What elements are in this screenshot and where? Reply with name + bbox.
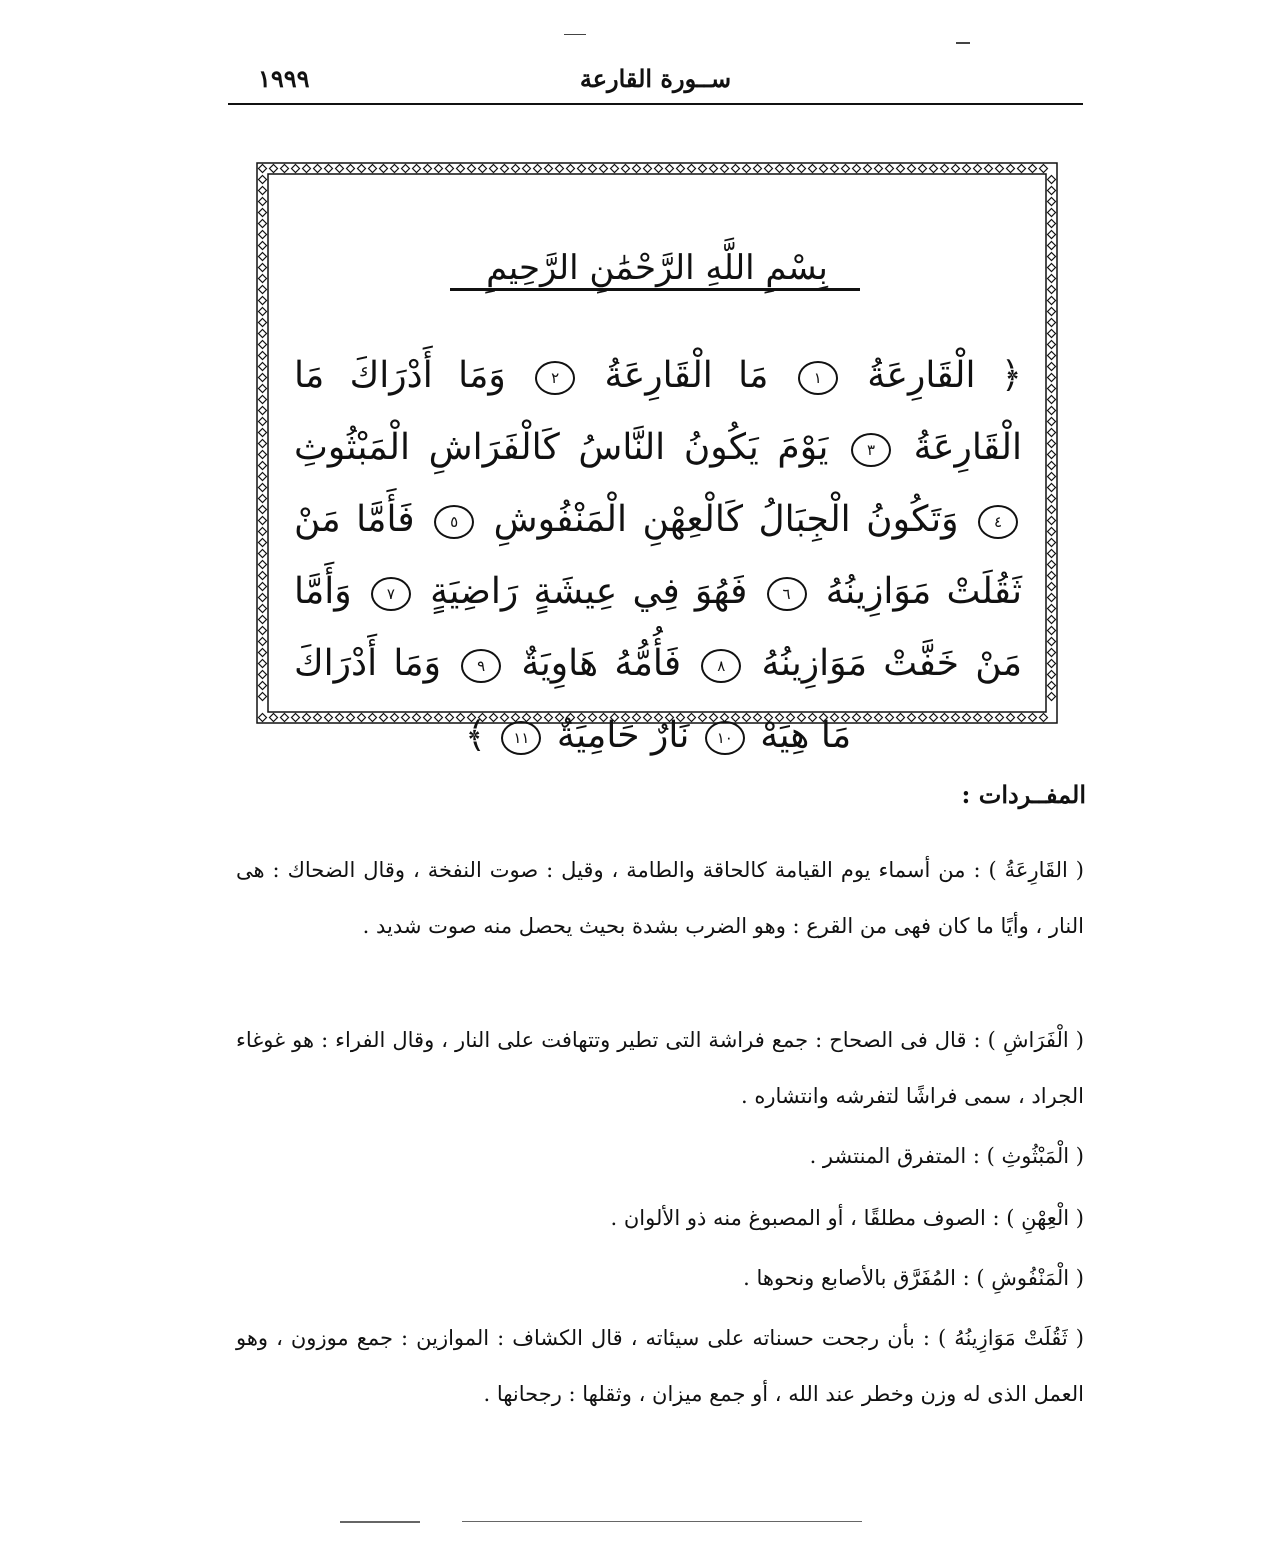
vocab-entry: ( ثَقُلَتْ مَوَازِينُهُ ) : بأن رجحت حسناته على سيئاته ، قال الكشاف : الموازين : جمع موزون ، وهو العمل الذى له وزن وخطر عند الله ، أو جمع ميزان ، وثقلها : رجحانها .	[236, 1326, 1084, 1406]
vocab-entry: ( الْمَنْفُوشِ ) : المُفَرَّق بالأصابع ونحوها .	[743, 1266, 1084, 1290]
verse-number-medallion: ٦	[767, 577, 807, 611]
verse-number-medallion: ١٠	[705, 721, 745, 755]
verse-number-medallion: ٣	[851, 433, 891, 467]
page-header	[228, 60, 1083, 104]
surah-title: ســورة القارعة	[579, 64, 732, 93]
vocab-entry: ( الْفَرَاشِ ) : قال فى الصحاح : جمع فراشة التى تطير وتتهافت على النار ، وقال الفراء : هو غوغاء الجراد ، سمى فراشًا لتفرشه وانتشاره .	[236, 1028, 1084, 1108]
verse-number-medallion: ١	[798, 361, 838, 395]
scan-mark-top	[564, 34, 586, 35]
verse-text: نَارٌ حَامِيَةٌ	[545, 715, 690, 756]
verse-number-medallion: ٤	[978, 505, 1018, 539]
header-rule	[228, 103, 1083, 105]
verse-text: وَأَمَّا مَنْ خَفَّتْ مَوَازِينُهُ	[294, 571, 1022, 684]
verse-text: ﴿ الْقَارِعَةُ	[841, 355, 1022, 396]
verse-text: مَا الْقَارِعَةُ	[579, 355, 769, 396]
verse-text: فَأُمُّهُ هَاوِيَةٌ	[505, 643, 682, 684]
verse-text: فَهُوَ فِي عِيشَةٍ رَاضِيَةٍ	[414, 571, 748, 612]
vocabulary-heading: المفــردات :	[961, 780, 1086, 809]
vocab-entry: ( الْعِهْنِ ) : الصوف مطلقًا ، أو المصبوغ منه ذو الألوان .	[610, 1206, 1084, 1230]
basmala: بِسْمِ اللَّهِ الرَّحْمَٰنِ الرَّحِيمِ	[486, 248, 828, 288]
closing-bracket: ﴾	[464, 715, 486, 756]
verse-text: يَوْمَ يَكُونُ النَّاسُ كَالْفَرَاشِ الْمَبْثُوثِ	[294, 427, 829, 468]
footer-mark-right	[462, 1521, 862, 1522]
verse-number-medallion: ٩	[461, 649, 501, 683]
verse-number-medallion: ٨	[701, 649, 741, 683]
verse-text: وَمَا أَدْرَاكَ مَا الْقَارِعَةُ	[294, 355, 1022, 468]
verse-number-medallion: ٢	[535, 361, 575, 395]
verses-text	[294, 340, 1022, 772]
verse-number-medallion: ١١	[501, 721, 541, 755]
verse-text: وَتَكُونُ الْجِبَالُ كَالْعِهْنِ الْمَنْفُوشِ	[478, 499, 959, 540]
scan-mark-top-right	[956, 42, 970, 44]
verse-number-medallion: ٥	[434, 505, 474, 539]
page-number: ١٩٩٩	[258, 64, 310, 93]
footer-mark-left	[340, 1521, 420, 1523]
verse-text: فَأَمَّا مَنْ ثَقُلَتْ مَوَازِينُهُ	[294, 499, 1022, 612]
verse-number-medallion: ٧	[371, 577, 411, 611]
vocab-entry: ( الْمَبْثُوثِ ) : المتفرق المنتشر .	[809, 1144, 1084, 1168]
verse-frame	[254, 160, 1060, 756]
verse-text: وَمَا أَدْرَاكَ مَا هِيَهْ	[294, 643, 852, 756]
vocab-entry: ( القَارِعَةُ ) : من أسماء يوم القيامة كالحاقة والطامة ، وقيل : صوت النفخة ، وقال الضحاك : هى النار ، وأيًا ما كان فهى من القرع : وهو الضرب بشدة بحيث يحصل منه صوت شديد .	[236, 858, 1084, 938]
basmala-underline	[450, 288, 860, 291]
